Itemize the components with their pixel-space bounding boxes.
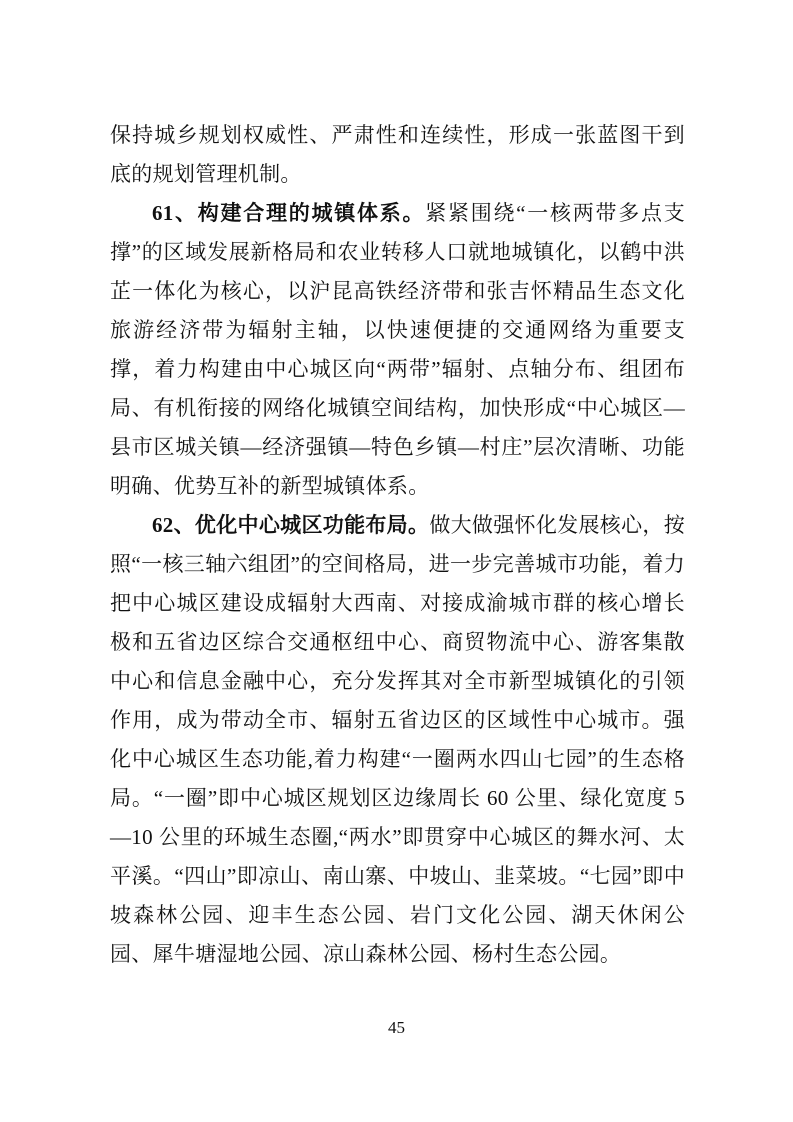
paragraph-section-61 (110, 194, 685, 506)
section-61-heading: 61、构建合理的城镇体系。 (152, 201, 426, 225)
paragraph-text: 保持城乡规划权威性、严肃性和连续性，形成一张蓝图干到底的规划管理机制。 (110, 123, 685, 186)
section-62-text: 做大做强怀化发展核心，按照“一核三轴六组团”的空间格局，进一步完善城市功能，着力把中心城区建设成辐射大西南、对接成渝城市群的核心增长极和五省边区综合交通枢纽中心、商贸物流中心、游客集散中心和信息金融中心，充分发挥其对全市新型城镇化的引领作用，成为带动全市、辐射五省边区的区域性中心城市。强化中心城区生态功能,着力构建“一圈两水四山七园”的生态格局。“一圈”即中心城区规划区边缘周长 60 公里、绿化宽度 5—10 公里的环城生态圈,“两水”即贯穿中心城区的舞水河、太平溪。“四山”即凉山、南山寨、中坡山、韭菜坡。“七园”即中坡森林公园、迎丰生态公园、岩门文化公园、湖天休闲公园、犀牛塘湿地公园、凉山森林公园、杨村生态公园。 (110, 513, 685, 966)
paragraph-section-62 (110, 506, 685, 974)
page-number: 45 (388, 1018, 405, 1037)
document-body (110, 116, 685, 974)
section-61-text: 紧紧围绕“一核两带多点支撑”的区域发展新格局和农业转移人口就地城镇化，以鹤中洪芷一体化为核心，以沪昆高铁经济带和张吉怀精品生态文化旅游经济带为辐射主轴，以快速便捷的交通网络为重要支撑，着力构建由中心城区向“两带”辐射、点轴分布、组团布局、有机衔接的网络化城镇空间结构，加快形成“中心城区—县市区城关镇—经济强镇—特色乡镇—村庄”层次清晰、功能明确、优势互补的新型城镇体系。 (110, 201, 686, 498)
section-62-heading: 62、优化中心城区功能布局。 (152, 513, 430, 537)
paragraph-continuation (110, 116, 685, 194)
